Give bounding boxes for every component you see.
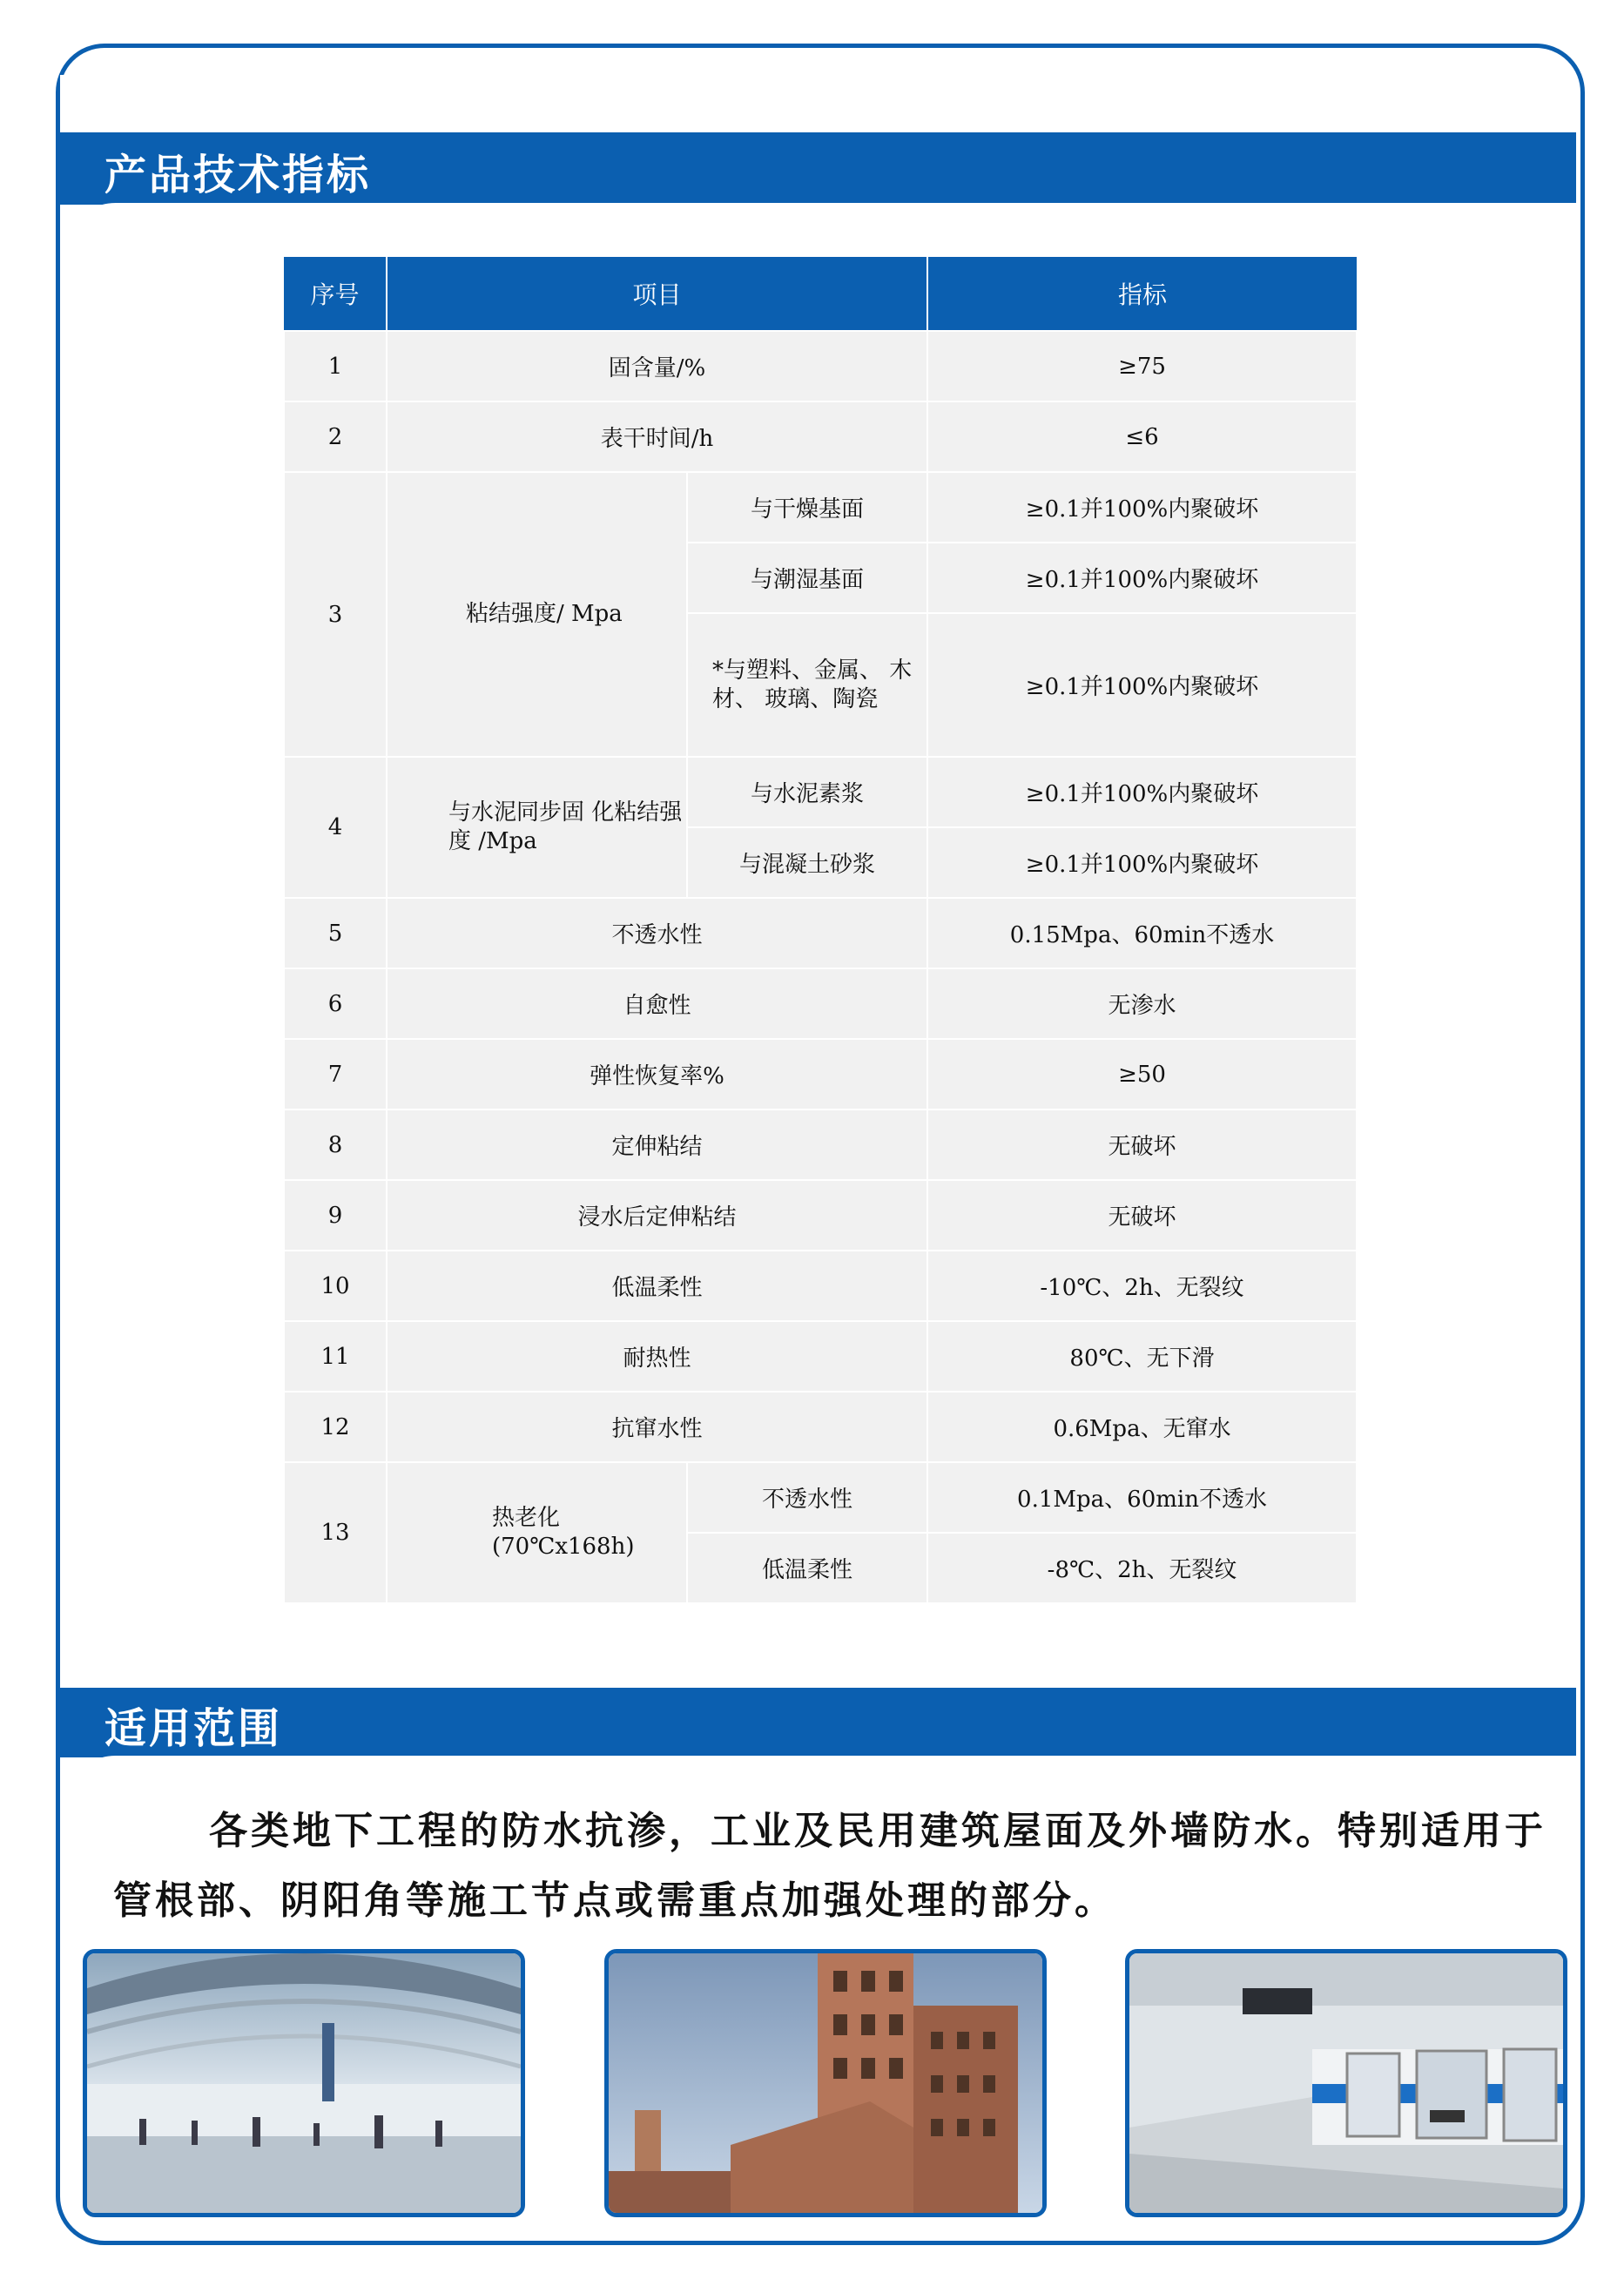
cell-item: 表干时间/h (387, 401, 927, 472)
section-title-scope: 适用范围 (104, 1704, 283, 1753)
cell-value: 80℃、无下滑 (927, 1321, 1357, 1392)
cell-no: 12 (284, 1392, 387, 1462)
cell-no: 11 (284, 1321, 387, 1392)
band-bottom-curve (60, 203, 1576, 264)
section-title-specs: 产品技术指标 (104, 151, 372, 199)
cell-item: 粘结强度/ Mpa (387, 472, 687, 757)
table-row (284, 1321, 1357, 1392)
cell-no: 3 (284, 472, 387, 757)
cell-value: ≥0.1并100%内聚破坏 (927, 757, 1357, 827)
cell-sub-item: 与水泥素浆 (687, 757, 927, 827)
table-row (284, 1392, 1357, 1462)
cell-value: -10℃、2h、无裂纹 (927, 1251, 1357, 1321)
cell-sub-item: 不透水性 (687, 1462, 927, 1533)
cell-sub-item: 与混凝土砂浆 (687, 827, 927, 898)
table-row (284, 1251, 1357, 1321)
table-row (284, 401, 1357, 472)
cell-value: 无破坏 (927, 1180, 1357, 1251)
cell-value: 无破坏 (927, 1109, 1357, 1180)
cell-no: 6 (284, 968, 387, 1039)
table-row (284, 757, 1357, 827)
cell-value: ≥0.1并100%内聚破坏 (927, 613, 1357, 757)
header-no: 序号 (284, 257, 387, 331)
header-item: 项目 (387, 257, 927, 331)
cell-item: 自愈性 (387, 968, 927, 1039)
cell-value: ≤6 (927, 401, 1357, 472)
cell-sub-item: 低温柔性 (687, 1533, 927, 1603)
table-row (284, 472, 1357, 543)
cell-no: 4 (284, 757, 387, 898)
cell-value: ≥50 (927, 1039, 1357, 1109)
cell-value: 0.1Mpa、60min不透水 (927, 1462, 1357, 1533)
cell-value: ≥0.1并100%内聚破坏 (927, 827, 1357, 898)
cell-no: 2 (284, 401, 387, 472)
section-band-scope (60, 1688, 1576, 1757)
cell-value: -8℃、2h、无裂纹 (927, 1533, 1357, 1603)
cell-sub-item: *与塑料、金属、 木材、 玻璃、陶瓷 (687, 613, 927, 757)
table-row (284, 1039, 1357, 1109)
cell-item: 定伸粘结 (387, 1109, 927, 1180)
table-row (284, 1109, 1357, 1180)
cell-item: 低温柔性 (387, 1251, 927, 1321)
cell-item: 耐热性 (387, 1321, 927, 1392)
table-row (284, 1180, 1357, 1251)
header-value: 指标 (927, 257, 1357, 331)
cell-value: 无渗水 (927, 968, 1357, 1039)
cell-item: 弹性恢复率% (387, 1039, 927, 1109)
cell-no: 7 (284, 1039, 387, 1109)
cell-no: 8 (284, 1109, 387, 1180)
table-row (284, 968, 1357, 1039)
cell-no: 1 (284, 331, 387, 401)
airport-terminal-photo (83, 1949, 525, 2217)
cell-no: 13 (284, 1462, 387, 1603)
cell-sub-item: 与潮湿基面 (687, 543, 927, 613)
cell-value: ≥0.1并100%内聚破坏 (927, 472, 1357, 543)
brick-building-photo (604, 1949, 1047, 2217)
cell-value: ≥75 (927, 331, 1357, 401)
cell-sub-item: 与干燥基面 (687, 472, 927, 543)
cell-value: ≥0.1并100%内聚破坏 (927, 543, 1357, 613)
table-header-row (284, 257, 1357, 331)
table-row (284, 898, 1357, 968)
subway-station-photo (1125, 1949, 1567, 2217)
cell-item: 固含量/% (387, 331, 927, 401)
band-top-curve (60, 75, 1576, 132)
table-row (284, 1462, 1357, 1533)
cell-item: 抗窜水性 (387, 1392, 927, 1462)
cell-value: 0.6Mpa、无窜水 (927, 1392, 1357, 1462)
cell-no: 10 (284, 1251, 387, 1321)
cell-value: 0.15Mpa、60min不透水 (927, 898, 1357, 968)
cell-no: 5 (284, 898, 387, 968)
cell-item: 热老化 (70℃x168h) (387, 1462, 687, 1603)
cell-no: 9 (284, 1180, 387, 1251)
cell-item: 与水泥同步固 化粘结强度 /Mpa (387, 757, 687, 898)
cell-item: 不透水性 (387, 898, 927, 968)
band-top-curve (60, 1627, 1576, 1688)
spec-table (283, 257, 1358, 1604)
table-row (284, 331, 1357, 401)
scope-paragraph: 各类地下工程的防水抗渗，工业及民用建筑屋面及外墙防水。特别适用于管根部、阴阳角等施工节点或需重点加强处理的部分。 (113, 1809, 1547, 1923)
cell-item: 浸水后定伸粘结 (387, 1180, 927, 1251)
